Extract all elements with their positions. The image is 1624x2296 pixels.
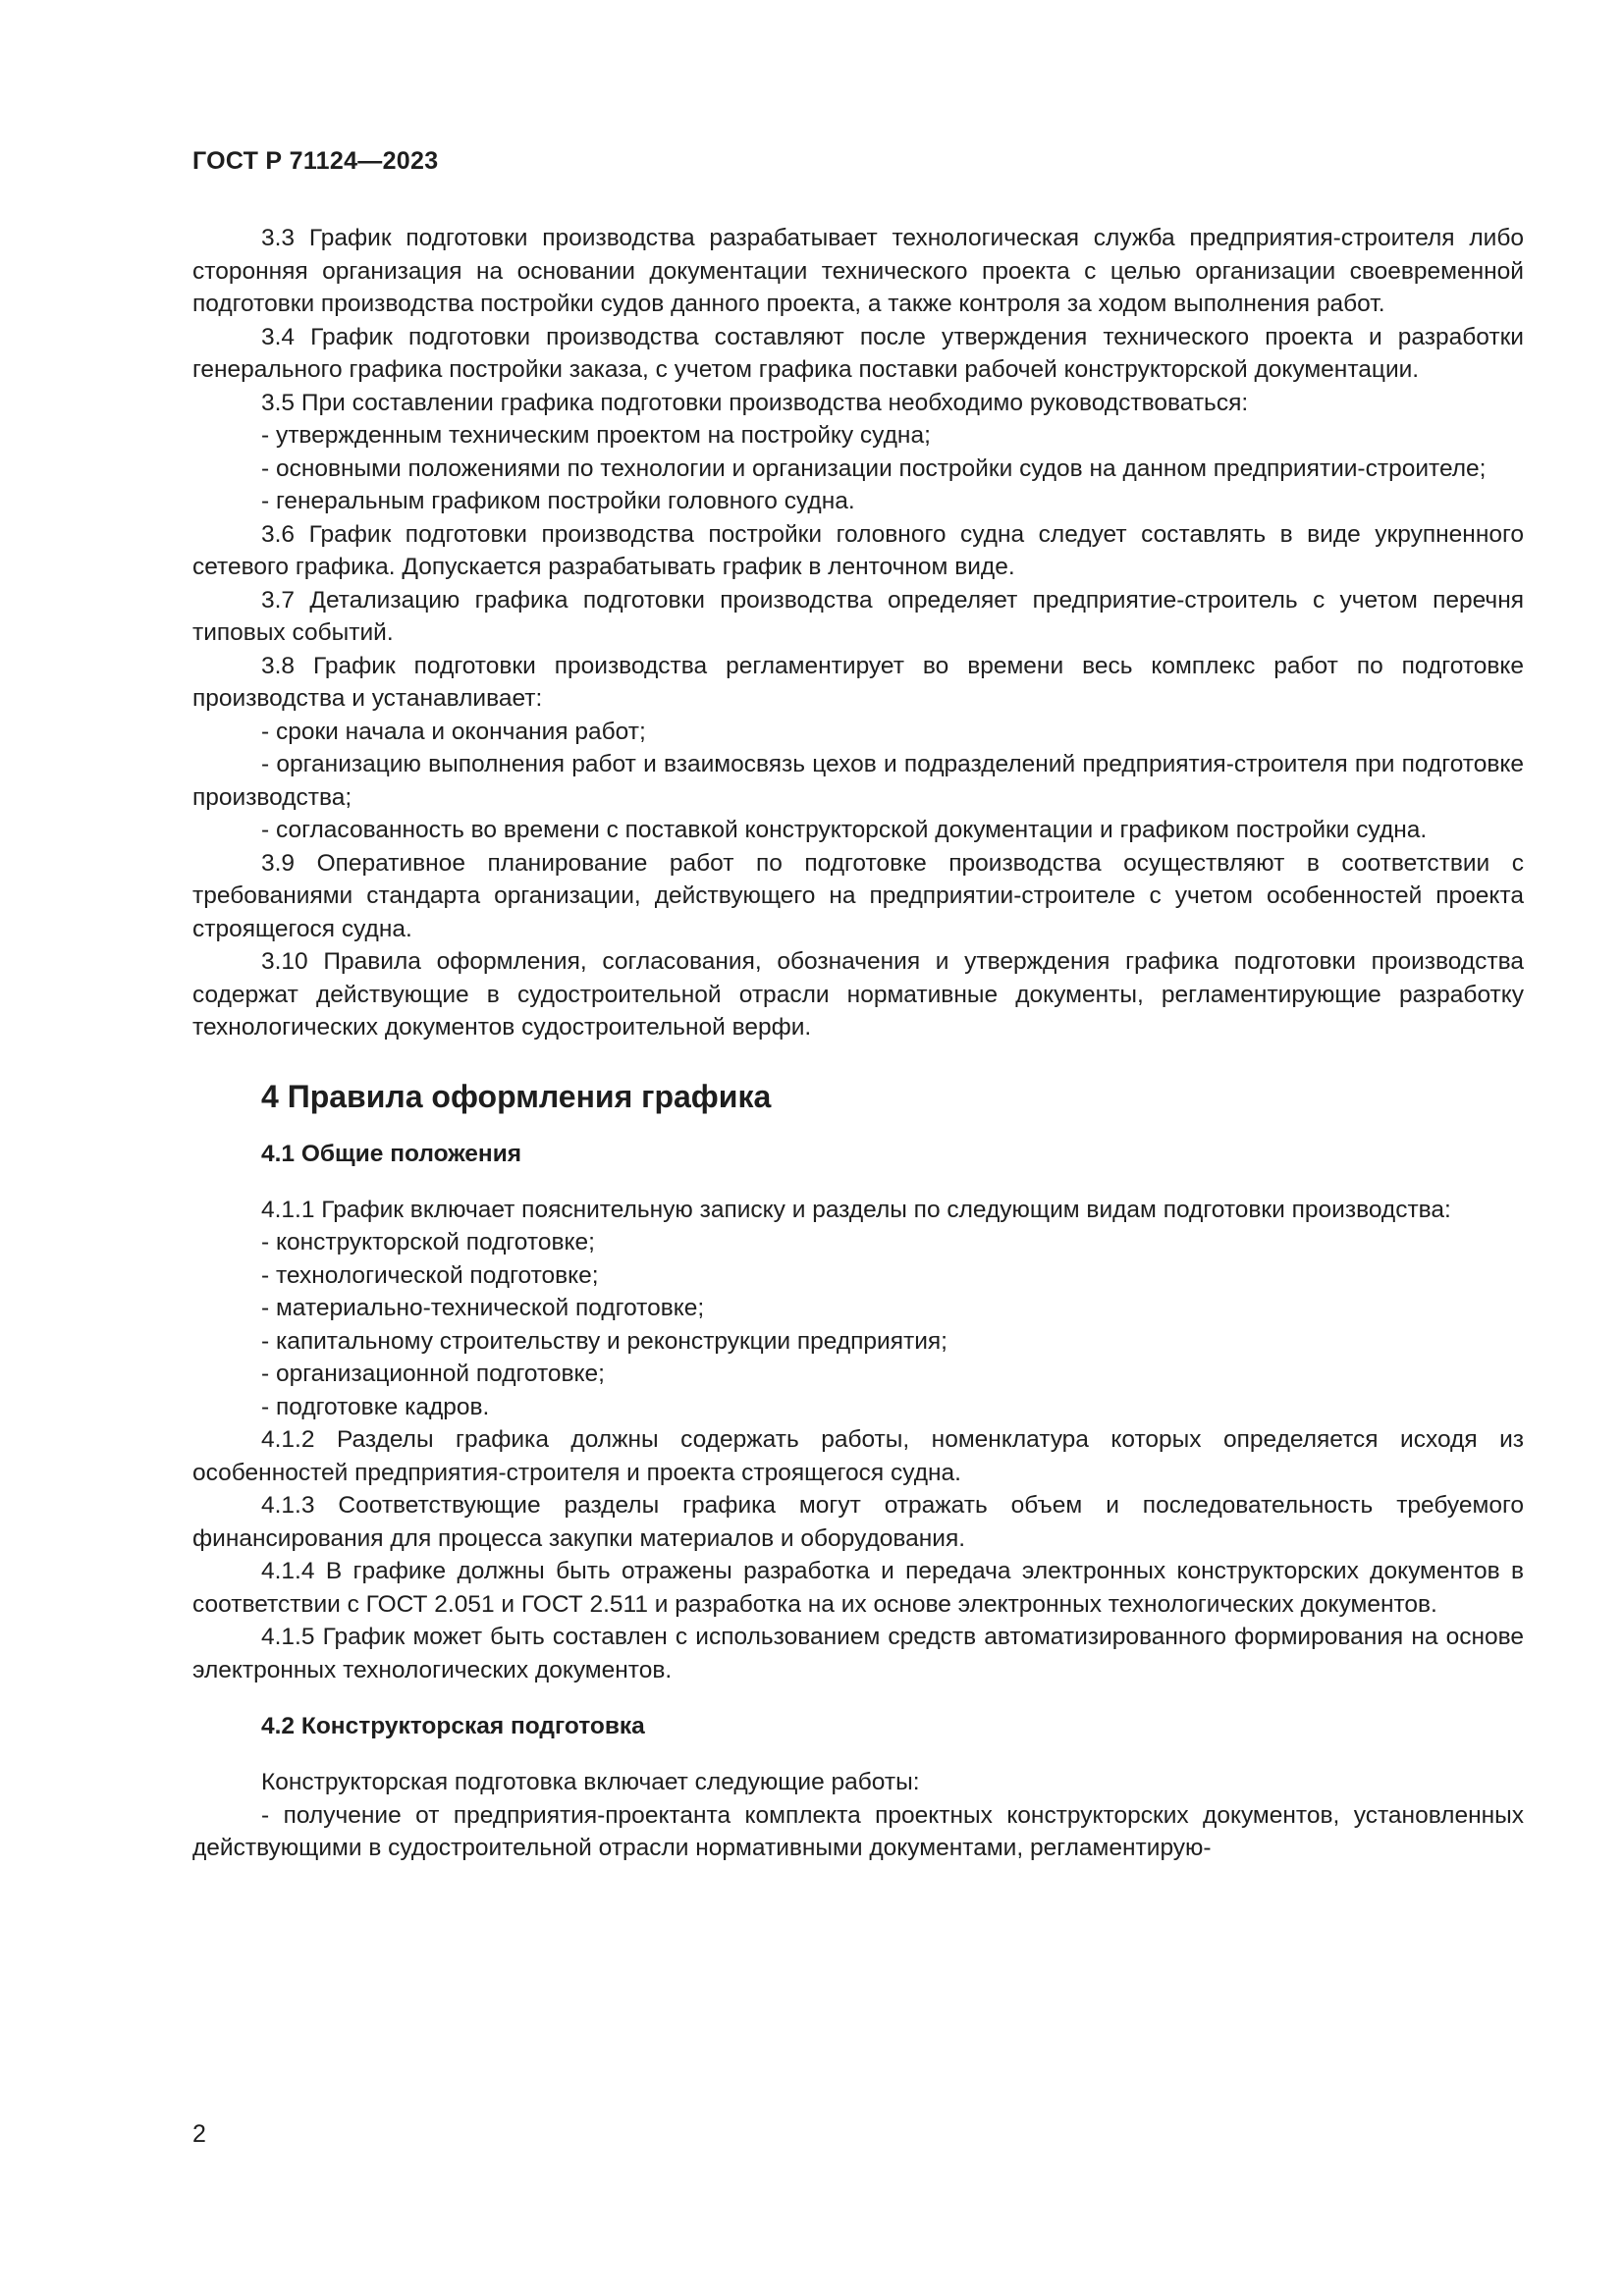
paragraph: 3.7 Детализацию графика подготовки производства определяет предприятие-строитель с учетом перечня типовых событий. — [192, 586, 1524, 646]
page-number: 2 — [192, 2120, 206, 2148]
subsection-heading-4-1: 4.1 Общие положения — [261, 1140, 522, 1167]
paragraph: 3.5 При составлении графика подготовки производства необходимо руководствоваться: — [261, 389, 1249, 416]
list-item: - основными положениями по технологии и организации постройки судов на данном предприятии-строителе; — [261, 454, 1487, 482]
paragraph: 3.10 Правила оформления, согласования, обозначения и утверждения графика подготовки производства содержат действующие в судостроительной отрасли нормативные документы, регламентирующие разработку технологических документов судостроительной верфи. — [192, 948, 1524, 1041]
list-item: - капитальному строительству и реконструкции предприятия; — [261, 1327, 947, 1355]
clauses-section-3 — [192, 222, 1524, 1044]
subsection-heading-4-2: 4.2 Конструкторская подготовка — [261, 1713, 645, 1739]
list-item: - сроки начала и окончания работ; — [261, 718, 646, 745]
list-item: - конструкторской подготовке; — [261, 1229, 595, 1255]
document-code-header: ГОСТ Р 71124—2023 — [192, 147, 439, 175]
list-item: - согласованность во времени с поставкой конструкторской документации и графиком постройки судна. — [261, 817, 1428, 843]
paragraph: 4.1.4 В графике должны быть отражены разработка и передача электронных конструкторских документов в соответствии с ГОСТ 2.051 и ГОСТ 2.511 и разработка на их основе электронных технологических документов. — [192, 1558, 1524, 1618]
document-body — [192, 222, 1524, 1865]
list-item: - утвержденным техническим проектом на постройку судна; — [261, 422, 931, 449]
list-item: - технологической подготовке; — [261, 1261, 599, 1289]
paragraph: 3.8 График подготовки производства регламентирует во времени весь комплекс работ по подготовке производства и устанавливает: — [192, 652, 1524, 712]
paragraph: 4.1.3 Соответствующие разделы графика могут отражать объем и последовательность требуемого финансирования для процесса закупки материалов и оборудования. — [192, 1492, 1524, 1552]
list-item: - организационной подготовке; — [261, 1361, 605, 1387]
paragraph: 3.4 График подготовки производства составляют после утверждения технического проекта и разработки генерального графика постройки заказа, с учетом графика поставки рабочей конструкторской документации. — [192, 323, 1524, 383]
list-item: - материально-технической подготовке; — [261, 1295, 705, 1321]
paragraph: Конструкторская подготовка включает следующие работы: — [261, 1769, 920, 1795]
paragraph: 4.1.5 График может быть составлен с использованием средств автоматизированного формирования на основе электронных технологических документов. — [192, 1624, 1524, 1683]
paragraph: 4.1.1 График включает пояснительную записку и разделы по следующим видам подготовки производства: — [261, 1196, 1451, 1223]
section-heading-4: 4 Правила оформления графика — [261, 1078, 772, 1114]
paragraph: 4.1.2 Разделы графика должны содержать работы, номенклатура которых определяется исходя из особенностей предприятия-строителя и проекта строящегося судна. — [192, 1426, 1524, 1486]
list-item: - подготовке кадров. — [261, 1393, 490, 1420]
paragraph: 3.6 График подготовки производства постройки головного судна следует составлять в виде укрупненного сетевого графика. Допускается разрабатывать график в ленточном виде. — [192, 520, 1524, 580]
list-item: - получение от предприятия-проектанта комплекта проектных конструкторских документов, установленных действующими в судостроительной отрасли нормативными документами, регламентирую- — [192, 1801, 1524, 1861]
paragraph: 3.9 Оперативное планирование работ по подготовке производства осуществляют в соответствии с требованиями стандарта организации, действующего на предприятии-строителе с учетом особенностей проекта строящегося судна. — [192, 849, 1524, 942]
list-item: - организацию выполнения работ и взаимосвязь цехов и подразделений предприятия-строителя при подготовке производства; — [192, 751, 1524, 811]
clauses-section-4-1 — [192, 1194, 1524, 1687]
paragraph: 3.3 График подготовки производства разрабатывает технологическая служба предприятия-строителя либо сторонняя организация на основании документации технического проекта с целью организации своевременной подготовки производства постройки судов данного проекта, а также контроля за ходом выполнения работ. — [192, 225, 1524, 317]
list-item: - генеральным графиком постройки головного судна. — [261, 488, 855, 514]
clauses-section-4-2 — [192, 1766, 1524, 1865]
